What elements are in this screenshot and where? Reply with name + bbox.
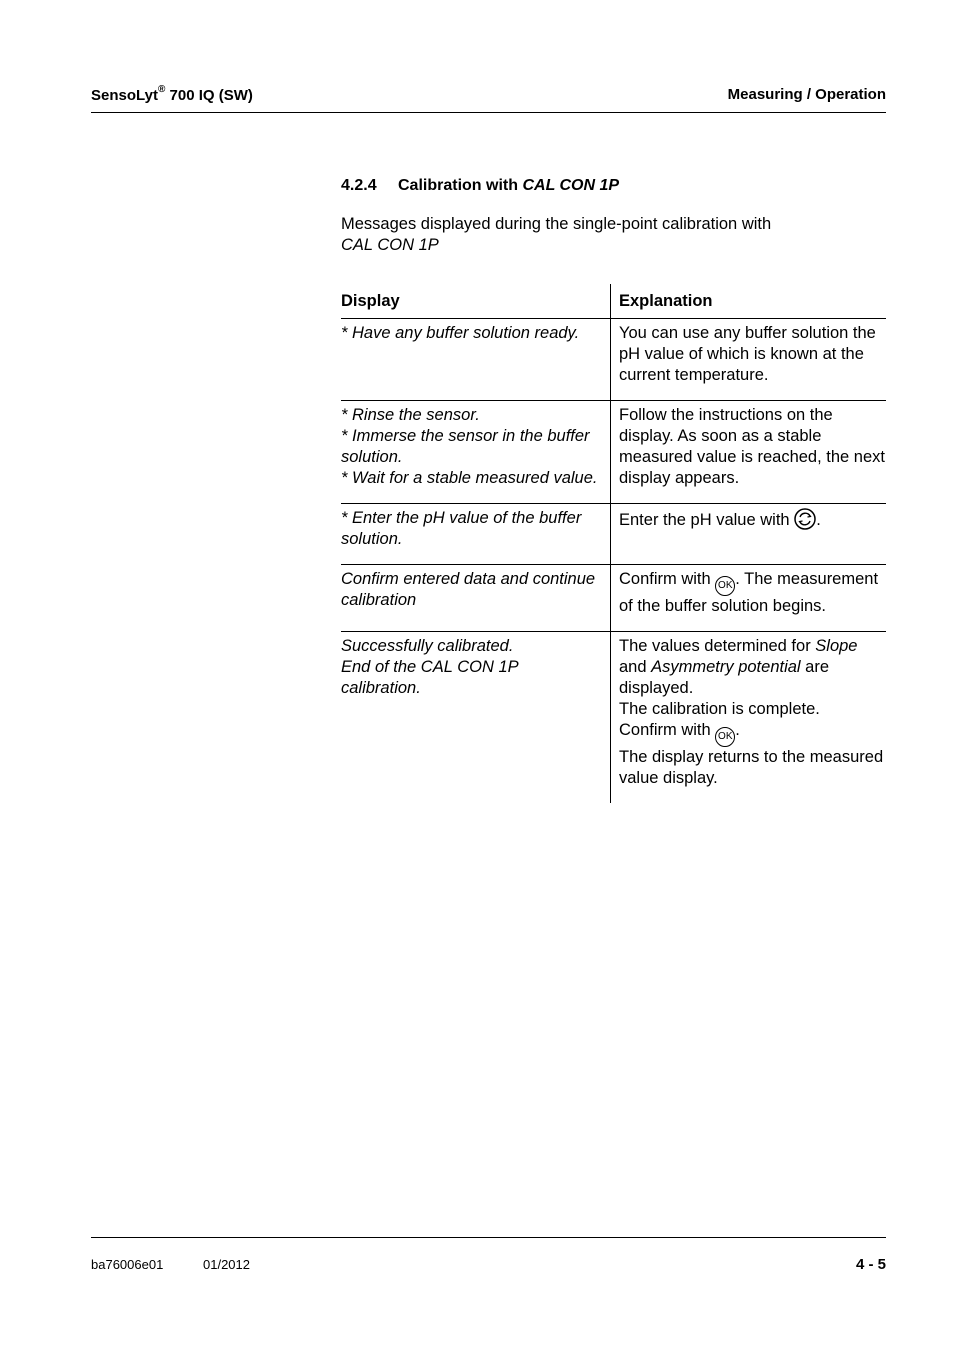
display-text: * Immerse the sensor in the buffer solution. [341, 427, 590, 466]
explanation-cell: You can use any buffer solution the pH value of which is known at the current temperature. [611, 319, 887, 401]
section-title-italic: CAL CON 1P [522, 177, 620, 194]
explanation-text: . [735, 721, 740, 739]
header-chapter: Measuring / Operation [727, 86, 886, 103]
explanation-text: The values determined for [619, 637, 816, 655]
ok-key-icon: OK [715, 576, 735, 596]
term-asymmetry-potential: Asymmetry potential [651, 658, 801, 676]
section-number: 4.2.4 [341, 177, 377, 194]
table-row [341, 319, 886, 401]
product-name: SensoLyt [91, 87, 158, 104]
table-row [341, 632, 886, 804]
display-text: Confirm entered data and continue calibration [341, 570, 596, 609]
explanation-cell [611, 632, 887, 804]
product-model: 700 IQ (SW) [165, 87, 253, 104]
table-row [341, 504, 886, 565]
explanation-text: . [816, 511, 821, 529]
explanation-text: Enter the pH value with [619, 511, 795, 529]
explanation-text: and [619, 658, 652, 676]
display-text: * Enter the pH value of the buffer solution. [341, 509, 582, 548]
section-title-prefix: Calibration with [398, 177, 523, 194]
explanation-cell: Follow the instructions on the display. As soon as a stable measured value is reached, the next display appears. [611, 401, 887, 504]
term-slope: Slope [815, 637, 858, 655]
intro-line-2: CAL CON 1P [341, 236, 439, 254]
registered-mark: ® [157, 84, 166, 95]
explanation-line: The calibration is complete. [619, 700, 820, 718]
footer-page-number: 4 - 5 [855, 1256, 886, 1273]
display-text: * Wait for a stable measured value. [341, 469, 598, 487]
table-header-row [341, 284, 886, 319]
section-heading [341, 177, 619, 195]
explanation-cell [611, 504, 887, 565]
header-product [91, 86, 253, 104]
display-cell [341, 504, 611, 565]
explanation-text: . The measurement of the buffer solution begins. [619, 570, 879, 615]
display-text: * Rinse the sensor. [341, 406, 480, 424]
display-text: * Have any buffer solution ready. [341, 324, 580, 342]
explanation-line [619, 720, 886, 747]
display-cell [341, 565, 611, 632]
explanation-line [619, 636, 886, 699]
explanation-text: are displayed. [619, 658, 830, 697]
display-cell [341, 632, 611, 804]
explanation-cell [611, 565, 887, 632]
header-display: Display [341, 284, 611, 319]
table-row [341, 401, 886, 504]
intro-paragraph [341, 214, 861, 256]
display-text: End of the CAL CON 1P calibration. [341, 658, 519, 697]
header-explanation: Explanation [611, 284, 887, 319]
display-text: Successfully calibrated. [341, 637, 514, 655]
explanation-text: Confirm with [619, 570, 716, 588]
footer-date: 01/2012 [203, 1257, 250, 1272]
explanation-line: The display returns to the measured value display. [619, 748, 884, 787]
intro-line-1: Messages displayed during the single-point calibration with [341, 215, 772, 233]
explanation-text: Confirm with [619, 721, 716, 739]
ok-key-icon: OK [715, 727, 735, 747]
display-cell [341, 401, 611, 504]
messages-table [341, 284, 886, 803]
rotary-knob-icon [794, 508, 816, 530]
table-row [341, 565, 886, 632]
display-cell [341, 319, 611, 401]
footer-rule [91, 1237, 886, 1238]
page-header [91, 84, 886, 113]
footer-doc-id: ba76006e01 [91, 1257, 164, 1272]
